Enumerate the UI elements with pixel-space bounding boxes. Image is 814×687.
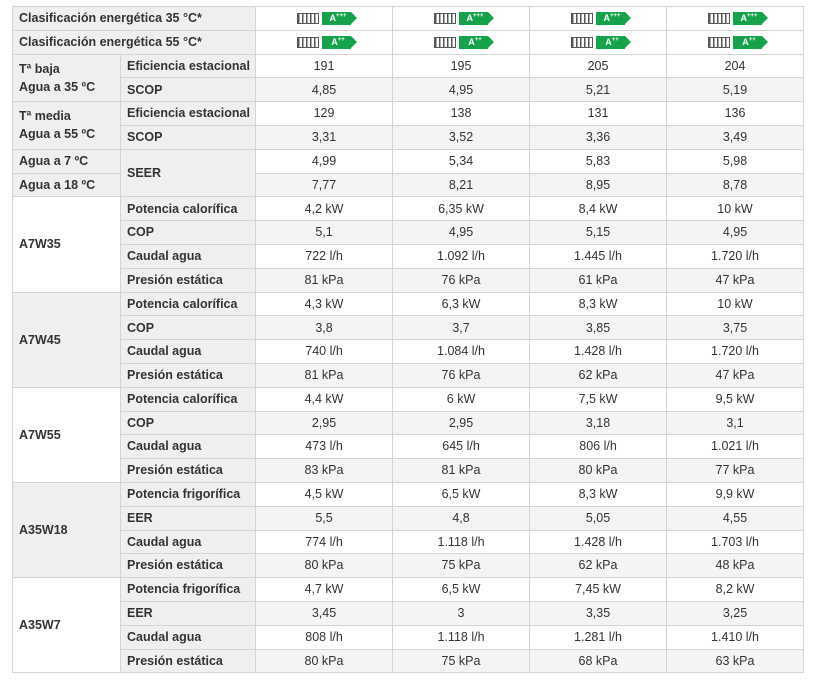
- value-cell: 3,7: [393, 316, 530, 340]
- value-cell: 80 kPa: [530, 459, 667, 483]
- table-row: [13, 244, 804, 268]
- value-cell: 6,5 kW: [393, 482, 530, 506]
- value-cell: 62 kPa: [530, 363, 667, 387]
- value-cell: 1.410 l/h: [667, 625, 804, 649]
- badge-letter: A: [742, 36, 749, 47]
- value-cell: 6,5 kW: [393, 578, 530, 602]
- table-row: [13, 363, 804, 387]
- badge-plus: ++: [474, 36, 482, 43]
- energy-rating-cell: [393, 7, 530, 31]
- parameter-label: Presión estática: [121, 554, 256, 578]
- table-row: [13, 316, 804, 340]
- value-cell: 3,35: [530, 601, 667, 625]
- rating-row: [13, 30, 804, 54]
- value-cell: 1.092 l/h: [393, 244, 530, 268]
- value-cell: 131: [530, 102, 667, 126]
- rating-label: Clasificación energética 35 °C*: [13, 7, 256, 31]
- table-row: [13, 411, 804, 435]
- parameter-label: Potencia calorífica: [121, 292, 256, 316]
- radiator-icon: [434, 13, 456, 24]
- table-row: [13, 149, 804, 173]
- table-row: [13, 125, 804, 149]
- value-cell: 1.118 l/h: [393, 530, 530, 554]
- table-row: [13, 435, 804, 459]
- badge-plus: ++: [748, 36, 756, 43]
- value-cell: 4,4 kW: [256, 387, 393, 411]
- energy-rating-cell: [530, 30, 667, 54]
- value-cell: 645 l/h: [393, 435, 530, 459]
- table-row: [13, 459, 804, 483]
- value-cell: 136: [667, 102, 804, 126]
- badge-plus: ++: [611, 36, 619, 43]
- value-cell: 1.445 l/h: [530, 244, 667, 268]
- value-cell: 80 kPa: [256, 649, 393, 673]
- table-row: [13, 506, 804, 530]
- table-row: [13, 625, 804, 649]
- energy-badge-icon: [733, 12, 762, 25]
- value-cell: 722 l/h: [256, 244, 393, 268]
- water-temp-label: Agua a 18 ºC: [13, 173, 121, 197]
- radiator-icon: [708, 13, 730, 24]
- value-cell: 9,9 kW: [667, 482, 804, 506]
- value-cell: 8,2 kW: [667, 578, 804, 602]
- parameter-label: Caudal agua: [121, 340, 256, 364]
- value-cell: 81 kPa: [393, 459, 530, 483]
- value-cell: 4,7 kW: [256, 578, 393, 602]
- parameter-label: COP: [121, 221, 256, 245]
- value-cell: 5,1: [256, 221, 393, 245]
- value-cell: 3,45: [256, 601, 393, 625]
- value-cell: 4,55: [667, 506, 804, 530]
- parameter-label: Potencia frigorífica: [121, 482, 256, 506]
- parameter-label: SCOP: [121, 78, 256, 102]
- value-cell: 6 kW: [393, 387, 530, 411]
- badge-letter: A: [603, 13, 610, 23]
- parameter-label: Caudal agua: [121, 625, 256, 649]
- value-cell: 8,4 kW: [530, 197, 667, 221]
- table-row: [13, 554, 804, 578]
- table-row: [13, 292, 804, 316]
- value-cell: 8,95: [530, 173, 667, 197]
- value-cell: 6,35 kW: [393, 197, 530, 221]
- value-cell: 8,21: [393, 173, 530, 197]
- value-cell: 1.720 l/h: [667, 340, 804, 364]
- parameter-label: Presión estática: [121, 268, 256, 292]
- table-row: [13, 578, 804, 602]
- parameter-label: SCOP: [121, 125, 256, 149]
- radiator-icon: [434, 37, 456, 48]
- value-cell: 5,83: [530, 149, 667, 173]
- value-cell: 7,77: [256, 173, 393, 197]
- value-cell: 5,98: [667, 149, 804, 173]
- energy-rating-cell: [667, 30, 804, 54]
- energy-badge-icon: [322, 12, 351, 25]
- value-cell: 3,1: [667, 411, 804, 435]
- value-cell: 3,36: [530, 125, 667, 149]
- value-cell: 76 kPa: [393, 363, 530, 387]
- table-row: [13, 601, 804, 625]
- group-label: A35W18: [13, 482, 121, 577]
- table-row: [13, 340, 804, 364]
- value-cell: 62 kPa: [530, 554, 667, 578]
- value-cell: 4,95: [667, 221, 804, 245]
- table-row: [13, 649, 804, 673]
- radiator-icon: [571, 37, 593, 48]
- value-cell: 8,3 kW: [530, 292, 667, 316]
- value-cell: 8,3 kW: [530, 482, 667, 506]
- badge-plus: ++: [337, 36, 345, 43]
- parameter-label: Potencia calorífica: [121, 387, 256, 411]
- group-label: A7W35: [13, 197, 121, 292]
- value-cell: 5,19: [667, 78, 804, 102]
- parameter-label: Caudal agua: [121, 435, 256, 459]
- value-cell: 740 l/h: [256, 340, 393, 364]
- radiator-icon: [708, 37, 730, 48]
- badge-letter: A: [466, 13, 473, 23]
- parameter-label: Caudal agua: [121, 530, 256, 554]
- value-cell: 4,95: [393, 221, 530, 245]
- value-cell: 3,18: [530, 411, 667, 435]
- spec-table: [12, 6, 804, 673]
- value-cell: 1.118 l/h: [393, 625, 530, 649]
- value-cell: 195: [393, 54, 530, 78]
- rating-label: Clasificación energética 55 °C*: [13, 30, 256, 54]
- value-cell: 5,05: [530, 506, 667, 530]
- table-row: [13, 387, 804, 411]
- value-cell: 3,85: [530, 316, 667, 340]
- value-cell: 5,21: [530, 78, 667, 102]
- parameter-label: Presión estática: [121, 363, 256, 387]
- parameter-label: Eficiencia estacional: [121, 54, 256, 78]
- value-cell: 10 kW: [667, 292, 804, 316]
- value-cell: 5,34: [393, 149, 530, 173]
- value-cell: 75 kPa: [393, 649, 530, 673]
- value-cell: 774 l/h: [256, 530, 393, 554]
- table-row: [13, 268, 804, 292]
- value-cell: 3,31: [256, 125, 393, 149]
- value-cell: 61 kPa: [530, 268, 667, 292]
- value-cell: 4,8: [393, 506, 530, 530]
- badge-plus: +++: [473, 13, 484, 19]
- group-label: A35W7: [13, 578, 121, 673]
- table-row: [13, 102, 804, 126]
- group-label: Tª baja Agua a 35 ºC: [13, 54, 121, 102]
- value-cell: 9,5 kW: [667, 387, 804, 411]
- value-cell: 63 kPa: [667, 649, 804, 673]
- value-cell: 4,95: [393, 78, 530, 102]
- value-cell: 83 kPa: [256, 459, 393, 483]
- badge-letter: A: [331, 36, 338, 47]
- energy-rating-cell: [256, 30, 393, 54]
- table-row: [13, 221, 804, 245]
- water-temp-label: Agua a 7 ºC: [13, 149, 121, 173]
- value-cell: 1.084 l/h: [393, 340, 530, 364]
- energy-badge-icon: [596, 36, 625, 49]
- value-cell: 7,45 kW: [530, 578, 667, 602]
- badge-plus: +++: [336, 13, 347, 19]
- value-cell: 3: [393, 601, 530, 625]
- group-label: A7W45: [13, 292, 121, 387]
- table-row: [13, 197, 804, 221]
- badge-plus: +++: [610, 13, 621, 19]
- energy-rating-cell: [667, 7, 804, 31]
- value-cell: 5,5: [256, 506, 393, 530]
- value-cell: 81 kPa: [256, 268, 393, 292]
- value-cell: 3,25: [667, 601, 804, 625]
- value-cell: 204: [667, 54, 804, 78]
- value-cell: 48 kPa: [667, 554, 804, 578]
- energy-badge-icon: [459, 12, 488, 25]
- badge-letter: A: [740, 13, 747, 23]
- value-cell: 191: [256, 54, 393, 78]
- badge-plus: +++: [747, 13, 758, 19]
- value-cell: 473 l/h: [256, 435, 393, 459]
- group-label: Tª media Agua a 55 ºC: [13, 102, 121, 150]
- parameter-label: SEER: [121, 149, 256, 197]
- value-cell: 6,3 kW: [393, 292, 530, 316]
- badge-letter: A: [605, 36, 612, 47]
- value-cell: 3,52: [393, 125, 530, 149]
- value-cell: 2,95: [393, 411, 530, 435]
- value-cell: 1.021 l/h: [667, 435, 804, 459]
- table-row: [13, 482, 804, 506]
- badge-letter: A: [329, 13, 336, 23]
- value-cell: 5,15: [530, 221, 667, 245]
- spec-table-body: [13, 7, 804, 673]
- value-cell: 4,3 kW: [256, 292, 393, 316]
- table-row: [13, 54, 804, 78]
- value-cell: 1.281 l/h: [530, 625, 667, 649]
- value-cell: 2,95: [256, 411, 393, 435]
- energy-rating-cell: [393, 30, 530, 54]
- value-cell: 47 kPa: [667, 363, 804, 387]
- energy-badge-icon: [596, 12, 625, 25]
- table-row: [13, 78, 804, 102]
- radiator-icon: [297, 13, 319, 24]
- value-cell: 205: [530, 54, 667, 78]
- value-cell: 1.428 l/h: [530, 530, 667, 554]
- value-cell: 1.720 l/h: [667, 244, 804, 268]
- value-cell: 806 l/h: [530, 435, 667, 459]
- parameter-label: Potencia calorífica: [121, 197, 256, 221]
- value-cell: 10 kW: [667, 197, 804, 221]
- energy-badge-icon: [459, 36, 488, 49]
- value-cell: 3,75: [667, 316, 804, 340]
- value-cell: 4,85: [256, 78, 393, 102]
- parameter-label: Eficiencia estacional: [121, 102, 256, 126]
- parameter-label: COP: [121, 316, 256, 340]
- energy-badge-icon: [322, 36, 351, 49]
- value-cell: 3,49: [667, 125, 804, 149]
- value-cell: 3,8: [256, 316, 393, 340]
- value-cell: 68 kPa: [530, 649, 667, 673]
- energy-rating-cell: [530, 7, 667, 31]
- value-cell: 129: [256, 102, 393, 126]
- value-cell: 138: [393, 102, 530, 126]
- parameter-label: Potencia frigorífica: [121, 578, 256, 602]
- parameter-label: COP: [121, 411, 256, 435]
- radiator-icon: [571, 13, 593, 24]
- radiator-icon: [297, 37, 319, 48]
- value-cell: 1.428 l/h: [530, 340, 667, 364]
- value-cell: 4,2 kW: [256, 197, 393, 221]
- value-cell: 7,5 kW: [530, 387, 667, 411]
- parameter-label: Caudal agua: [121, 244, 256, 268]
- group-label: A7W55: [13, 387, 121, 482]
- value-cell: 4,5 kW: [256, 482, 393, 506]
- value-cell: 47 kPa: [667, 268, 804, 292]
- table-row: [13, 530, 804, 554]
- value-cell: 76 kPa: [393, 268, 530, 292]
- rating-row: [13, 7, 804, 31]
- value-cell: 75 kPa: [393, 554, 530, 578]
- parameter-label: Presión estática: [121, 459, 256, 483]
- value-cell: 77 kPa: [667, 459, 804, 483]
- value-cell: 4,99: [256, 149, 393, 173]
- parameter-label: EER: [121, 506, 256, 530]
- value-cell: 81 kPa: [256, 363, 393, 387]
- parameter-label: EER: [121, 601, 256, 625]
- value-cell: 8,78: [667, 173, 804, 197]
- value-cell: 1.703 l/h: [667, 530, 804, 554]
- value-cell: 80 kPa: [256, 554, 393, 578]
- parameter-label: Presión estática: [121, 649, 256, 673]
- badge-letter: A: [468, 36, 475, 47]
- energy-badge-icon: [733, 36, 762, 49]
- energy-rating-cell: [256, 7, 393, 31]
- value-cell: 808 l/h: [256, 625, 393, 649]
